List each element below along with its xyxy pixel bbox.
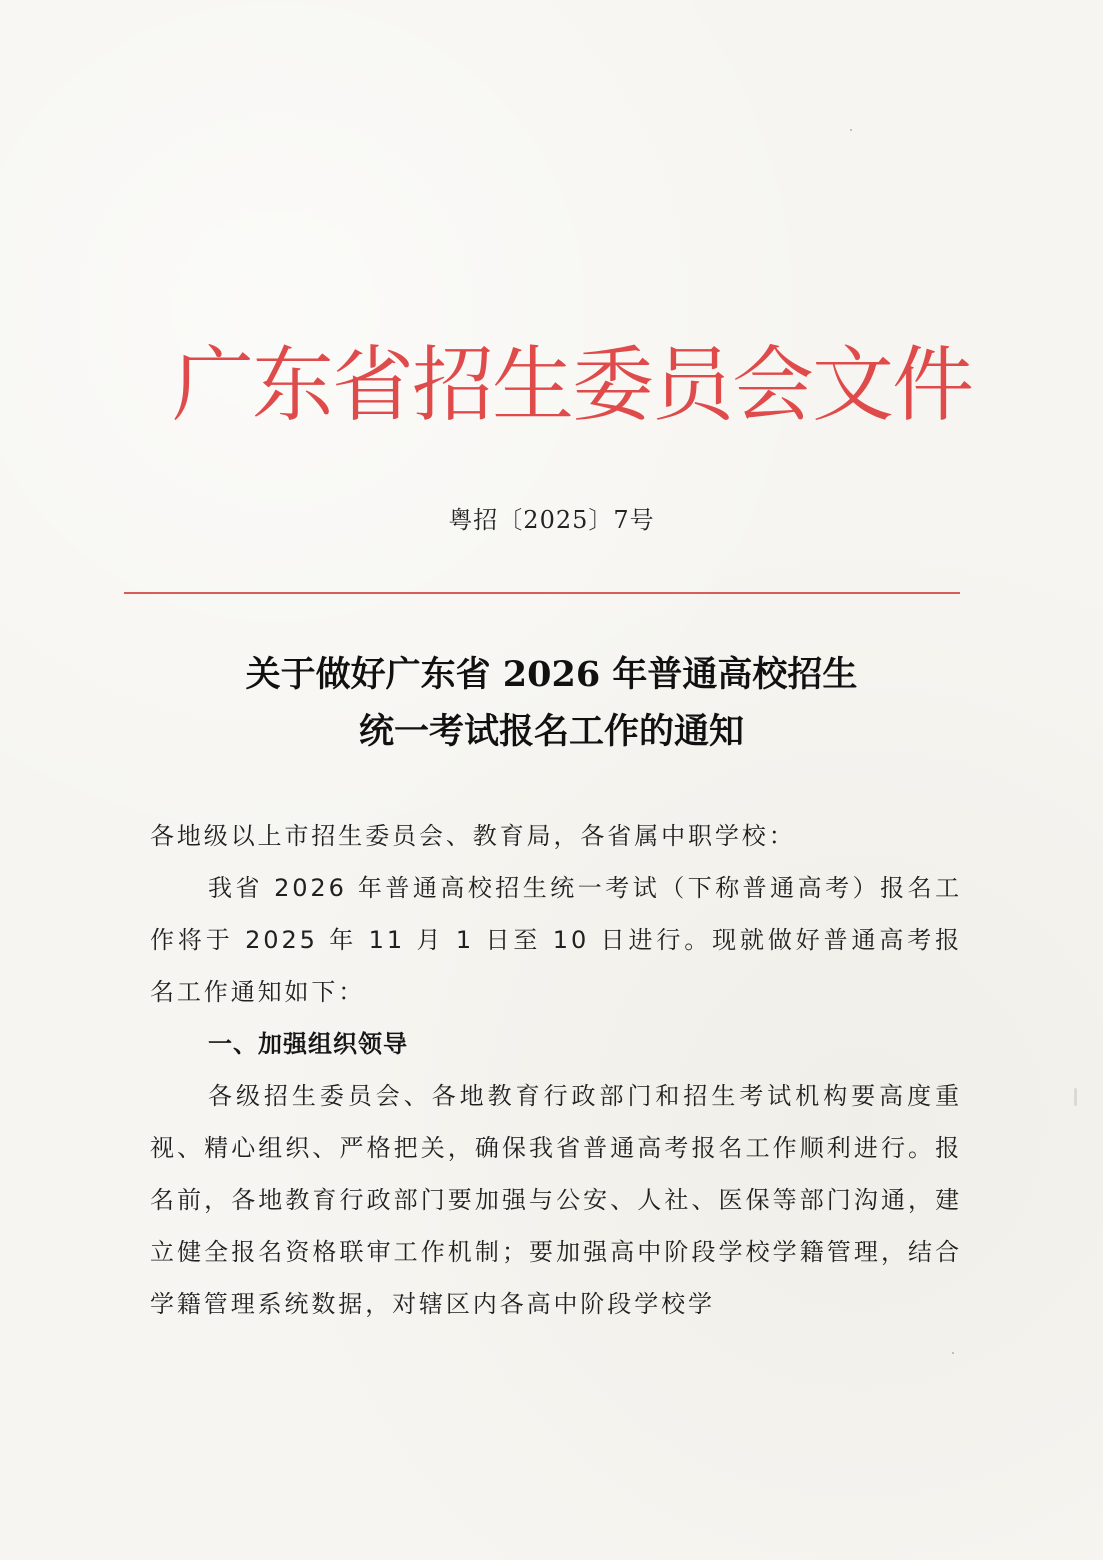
organization-paragraph: 各级招生委员会、各地教育行政部门和招生考试机构要高度重视、精心组织、严格把关，确保我省普通高考报名工作顺利进行。报名前，各地教育行政部门要加强与公安、人社、医保等部门沟通，建立健全报名资格联审工作机制；要加强高中阶段学校学籍管理，结合学籍管理系统数据，对辖区内各高中阶段学校学 <box>150 1082 962 1318</box>
intro-paragraph: 我省 2026 年普通高校招生统一考试（下称普通高考）报名工作将于 2025 年 11 月 1 日至 10 日进行。现就做好普通高考报名工作通知如下： <box>150 874 962 1006</box>
scan-speck <box>850 129 852 131</box>
scan-speck <box>952 1352 954 1354</box>
red-divider-line <box>124 592 960 594</box>
document-number: 粤招〔2025〕7号 <box>448 506 655 534</box>
notice-title-line-1: 关于做好广东省 2026 年普通高校招生 <box>245 654 858 695</box>
notice-title-line-2: 统一考试报名工作的通知 <box>358 711 744 752</box>
scan-edge-mark <box>1074 1088 1077 1106</box>
notice-title <box>0 646 1103 760</box>
issuer-header: 广东省招生委员会文件 <box>172 338 973 433</box>
salutation: 各地级以上市招生委员会、教育局，各省属中职学校： <box>150 822 796 850</box>
section-heading: 一、加强组织领导 <box>208 1030 408 1058</box>
document-body <box>150 810 962 1330</box>
